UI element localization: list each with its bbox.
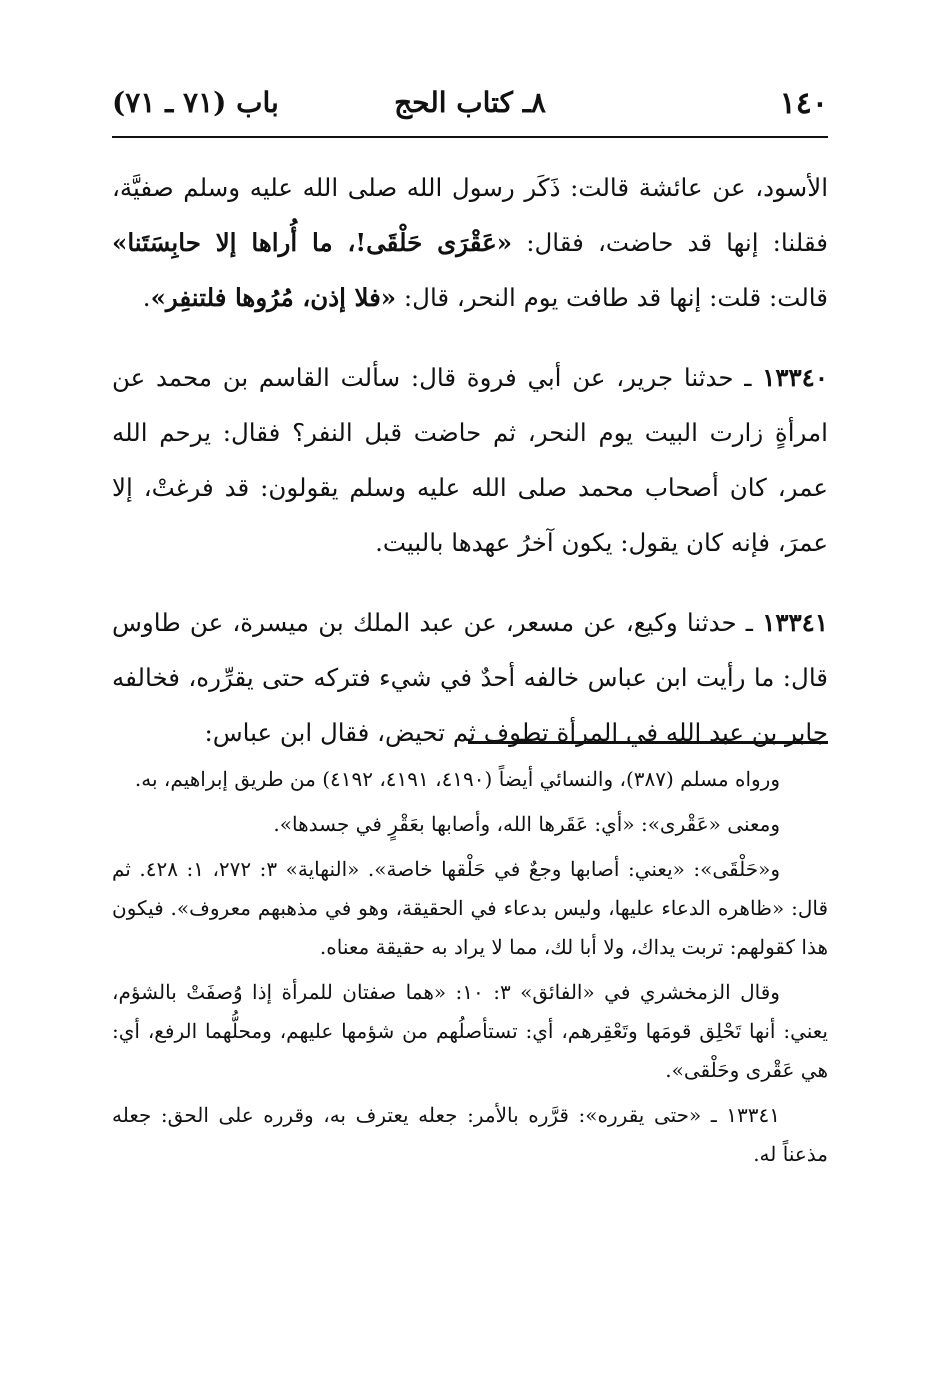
footnote-divider: [468, 741, 828, 744]
main-text: [112, 160, 828, 760]
footnote-3: و«حَلْقَى»: «يعني: أصابها وجعٌ في حَلْقها خاصة». «النهاية» ٣: ٢٧٢، ١: ٤٢٨. ثم قال: «ظاهره الدعاء عليها، وليس بدعاء في الحقيقة، وهو في مذهبهم معروف». فيكون هذا كقولهم: تربت يداك، ولا أبا لك، مما لا يراد به حقيقة معناه.: [112, 857, 828, 959]
footnote-1: ورواه مسلم (٣٨٧)، والنسائي أيضاً (٤١٩٠، ٤١٩١، ٤١٩٢) من طريق إبراهيم، به.: [134, 767, 780, 791]
paragraph-1-text-b: قالت: قلت: إنها قد طافت يوم النحر، قال:: [396, 283, 828, 312]
paragraph-3-text: ـ حدثنا وكيع، عن مسعر، عن عبد الملك بن ميسرة، عن طاوس قال: ما رأيت ابن عباس خالفه أحدٌ في شيء فتركه حتى يقرِّره، فخالفه جابر بن عبد الله في المرأة تطوف ثم تحيض، فقال ابن عباس:: [112, 608, 828, 747]
header-divider: [112, 136, 828, 138]
paragraph-1-text-c: .: [142, 283, 151, 312]
book-title: ٨ـ كتاب الحج: [394, 86, 546, 119]
page-header: [112, 80, 828, 128]
hadith-number-13340: ١٣٣٤٠: [762, 363, 828, 392]
page-number: ١٤٠: [779, 86, 828, 121]
chapter-label: باب (٧١ ـ ٧١): [112, 86, 279, 119]
footnote-2: ومعنى «عَقْرى»: «أي: عَقَرها الله، وأصابها بعَقْرٍ في جسدها».: [273, 812, 780, 836]
footnote-4: وقال الزمخشري في «الفائق» ٣: ١٠: «هما صفتان للمرأة إذا وُصفَتْ بالشؤم، يعني: أنها تَحْلِق قومَها وتَعْقِرهم، أي: تستأصلُهم من شؤمها عليهم، ومحلُّهما الرفع، أي: هي عَقْرى وحَلْقى».: [112, 980, 828, 1082]
paragraph-1: [112, 160, 828, 325]
paragraph-2: [112, 350, 828, 570]
hadith-quote-1: «عَقْرَى حَلْقَى!، ما أُراها إلا حابِسَتَنا»: [112, 228, 513, 257]
footnotes: [112, 760, 828, 1174]
footnote-5: ١٣٣٤١ ـ «حتى يقرره»: قرَّره بالأمر: جعله يعترف به، وقرره على الحق: جعله مذعناً له.: [112, 1103, 828, 1166]
paragraph-3: [112, 595, 828, 760]
hadith-number-13341: ١٣٣٤١: [762, 608, 828, 637]
hadith-quote-2: «فلا إذن، مُرُوها فلتنفِر»: [150, 283, 397, 312]
paragraph-2-text: ـ حدثنا جرير، عن أبي فروة قال: سألت القاسم بن محمد عن امرأةٍ زارت البيت يوم النحر، ثم حاضت قبل النفر؟ فقال: يرحم الله عمر، كان أصحاب محمد صلى الله عليه وسلم يقولون: قد فرغتْ، إلا عمرَ، فإنه كان يقول: يكون آخرُ عهدها بالبيت.: [112, 363, 828, 557]
paragraph-1-text-a: الأسود، عن عائشة قالت: ذَكَر رسول الله صلى الله عليه وسلم صفيَّة، فقلنا: إنها قد حاضت، فقال:: [112, 173, 828, 257]
